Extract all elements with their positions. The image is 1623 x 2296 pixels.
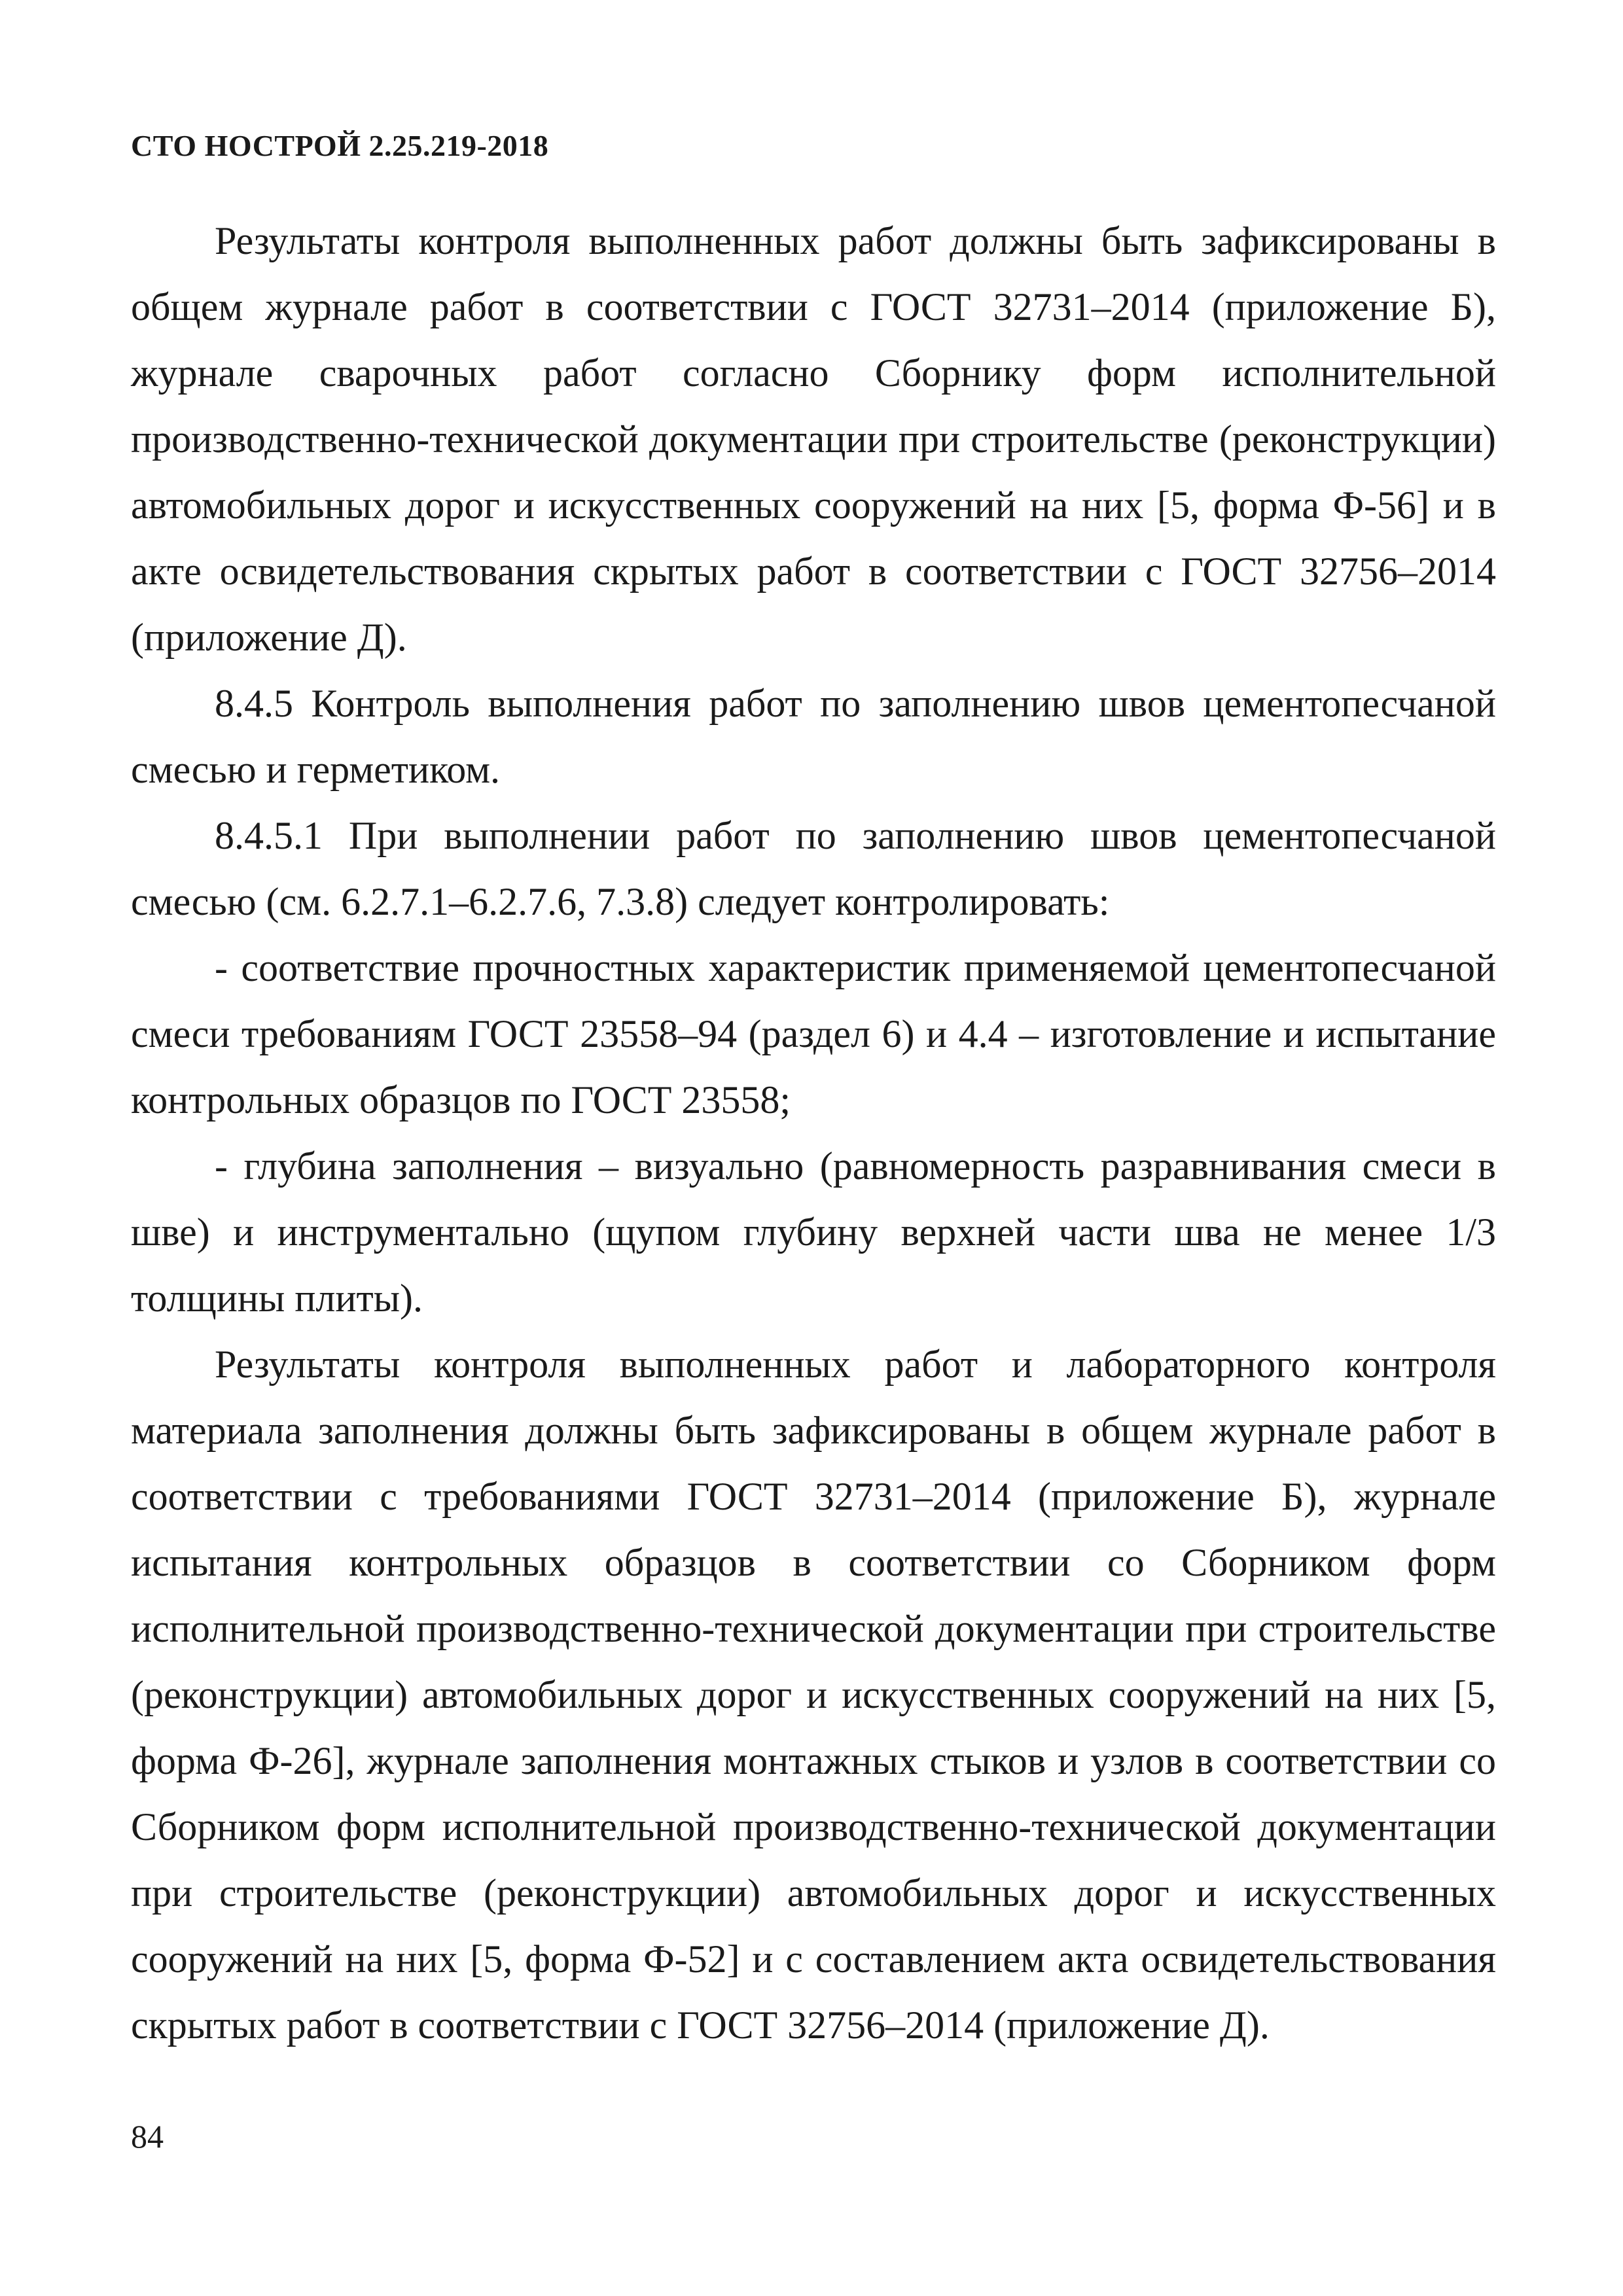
list-item-depth: - глубина заполнения – визуально (равномерность разравнивания смеси в шве) и инструментально (щупом глубину верхней части шва не менее 1/3 толщины плиты). <box>131 1144 1496 1320</box>
paragraph-results-welding: Результаты контроля выполненных работ должны быть зафиксированы в общем журнале работ в соответствии с ГОСТ 32731–2014 (приложение Б), журнале сварочных работ согласно Сборнику форм исполнительной производственно-технической документации при строительстве (реконструкции) автомобильных дорог и искусственных сооружений на них [5, форма Ф-56] и в акте освидетельствования скрытых работ в соответствии с ГОСТ 32756–2014 (приложение Д). <box>131 219 1496 659</box>
paragraph-section-8-4-5: 8.4.5 Контроль выполнения работ по заполнению швов цементопесчаной смесью и герметиком. <box>131 682 1496 791</box>
document-header: СТО НОСТРОЙ 2.25.219-2018 <box>131 129 549 162</box>
document-body <box>131 208 1496 2058</box>
page-number: 84 <box>131 2118 164 2155</box>
paragraph-section-8-4-5-1: 8.4.5.1 При выполнении работ по заполнению швов цементопесчаной смесью (см. 6.2.7.1–6.2.7.6, 7.3.8) следует контролировать: <box>131 814 1496 923</box>
list-item-strength: - соответствие прочностных характеристик применяемой цементопесчаной смеси требованиям ГОСТ 23558–94 (раздел 6) и 4.4 – изготовление и испытание контрольных образцов по ГОСТ 23558; <box>131 946 1496 1122</box>
paragraph-results-filling: Результаты контроля выполненных работ и лабораторного контроля материала заполнения должны быть зафиксированы в общем журнале работ в соответствии с требованиями ГОСТ 32731–2014 (приложение Б), журнале испытания контрольных образцов в соответствии со Сборником форм исполнительной производственно-технической документации при строительстве (реконструкции) автомобильных дорог и искусственных сооружений на них [5, форма Ф-26], журнале заполнения монтажных стыков и узлов в соответствии со Сборником форм исполнительной производственно-технической документации при строительстве (реконструкции) автомобильных дорог и искусственных сооружений на них [5, форма Ф-52] и с составлением акта освидетельствования скрытых работ в соответствии с ГОСТ 32756–2014 (приложение Д). <box>131 1343 1496 2047</box>
